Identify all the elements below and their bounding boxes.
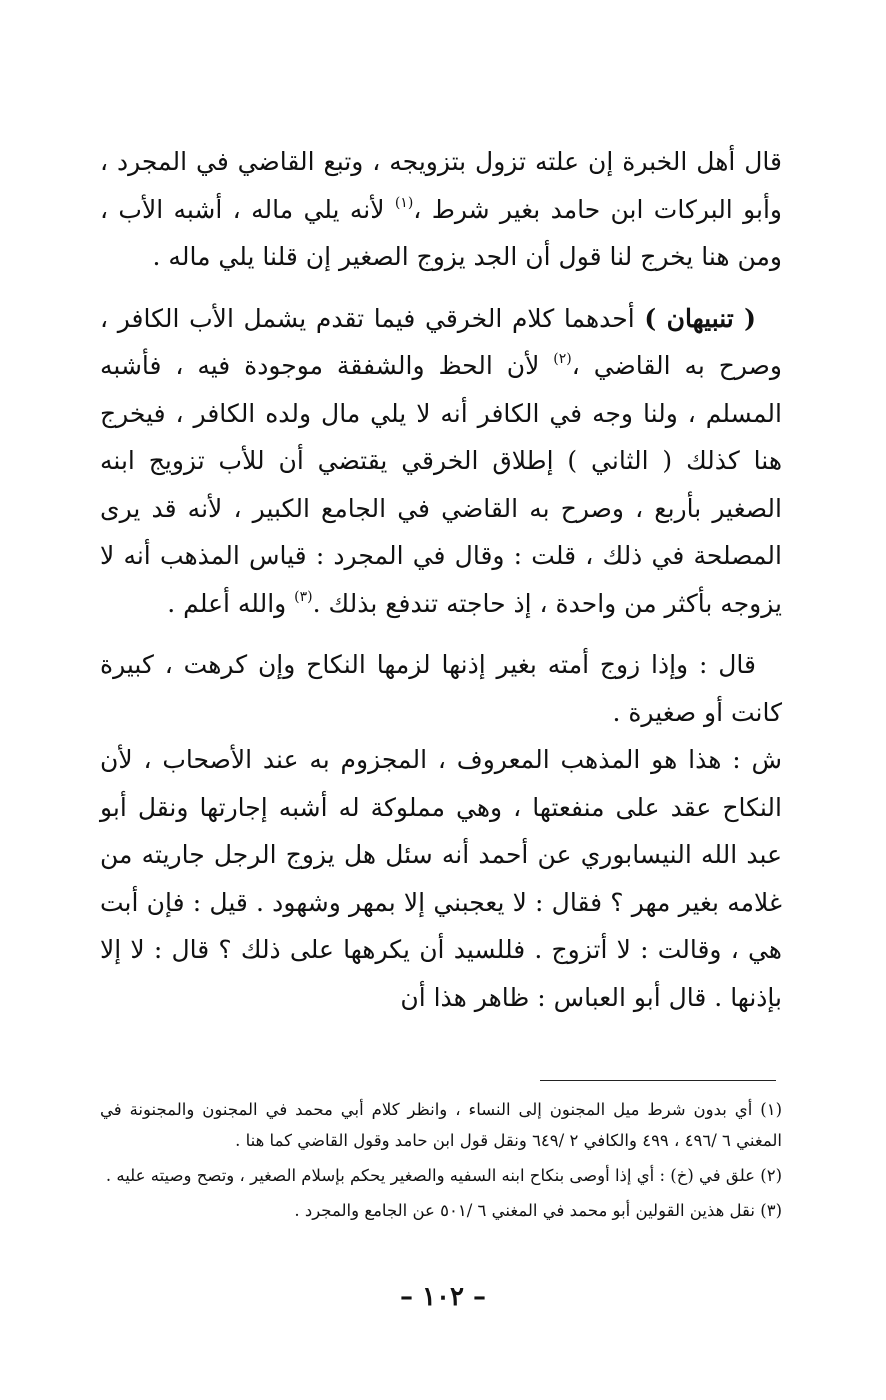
footnotes [100, 1094, 782, 1230]
paragraph-3 [100, 641, 782, 736]
footnote-ref-3: (٣) [294, 588, 313, 605]
paragraph-1 [100, 138, 782, 281]
paragraph-4 [100, 736, 782, 1021]
footnote-2: (٢) علق في (خ) : أي إذا أوصى بنكاح ابنه السفيه والصغير يحكم بإسلام الصغير ، وتصح وصيته عليه . [105, 1166, 782, 1185]
footnote-divider [540, 1080, 776, 1081]
tanbihan-label: ( تنبيهان ) [644, 303, 756, 333]
footnote-ref-1: (١) [394, 194, 414, 211]
footnote-ref-2: (٢) [553, 351, 572, 367]
main-text [100, 138, 782, 1021]
paragraph-2-text-b: لأن الحظ والشفقة موجودة فيه ، فأشبه المسلم ، ولنا وجه في الكافر أنه لا يلي مال ولده الكافر ، فيخرج هنا كذلك ( الثاني ) إطلاق الخرقي يقتضي أن للأب تزويج ابنه الصغير بأربع ، وصرح به القاضي في الجامع الكبير ، لأنه قد يرى المصلحة في ذلك ، قلت : وقال في المجرد : قياس المذهب أنه لا يزوجه بأكثر من واحدة ، إذ حاجته تندفع بذلك . [100, 351, 782, 618]
paragraph-2 [100, 295, 782, 628]
footnote-1: (١) أي بدون شرط ميل المجنون إلى النساء ، وانظر كلام أبي محمد في المجنون والمجنونة في المغني ٦ /٤٩٦ ، ٤٩٩ والكافي ٢ /٦٤٩ ونقل قول ابن حامد وقول القاضي كما هنا . [100, 1100, 782, 1150]
paragraph-3-text: قال : وإذا زوج أمته بغير إذنها لزمها النكاح وإن كرهت ، كبيرة كانت أو صغيرة . [100, 650, 782, 727]
paragraph-1-text-b: لأنه يلي ماله ، أشبه الأب ، ومن هنا يخرج لنا قول أن الجد يزوج الصغير إن قلنا يلي ماله . [100, 194, 782, 271]
paragraph-2-text-c: والله أعلم . [167, 588, 295, 618]
paragraph-1-text-a: قال أهل الخبرة إن علته تزول بتزويجه ، وتبع القاضي في المجرد ، وأبو البركات ابن حامد بغير شرط ، [100, 147, 782, 224]
page-number: – ١٠٢ – [399, 1282, 487, 1312]
paragraph-4-text: ش : هذا هو المذهب المعروف ، المجزوم به عند الأصحاب ، لأن النكاح عقد على منفعتها ، وهي مملوكة له أشبه إجارتها ونقل أبو عبد الله النيسابوري عن أحمد أنه سئل هل يزوج الرجل جاريته من غلامه بغير مهر ؟ فقال : لا يعجبني إلا بمهر وشهود . قيل : فإن أبت هي ، وقالت : لا أتزوج . فللسيد أن يكرهها على ذلك ؟ قال : لا إلا بإذنها . قال أبو العباس : ظاهر هذا أن [100, 745, 782, 1012]
footnote-3: (٣) نقل هذين القولين أبو محمد في المغني ٦ /٥٠١ عن الجامع والمجرد . [294, 1201, 782, 1220]
paragraph-2-text-a: أحدهما كلام الخرقي فيما تقدم يشمل الأب الكافر ، وصرح به القاضي ، [100, 303, 782, 380]
